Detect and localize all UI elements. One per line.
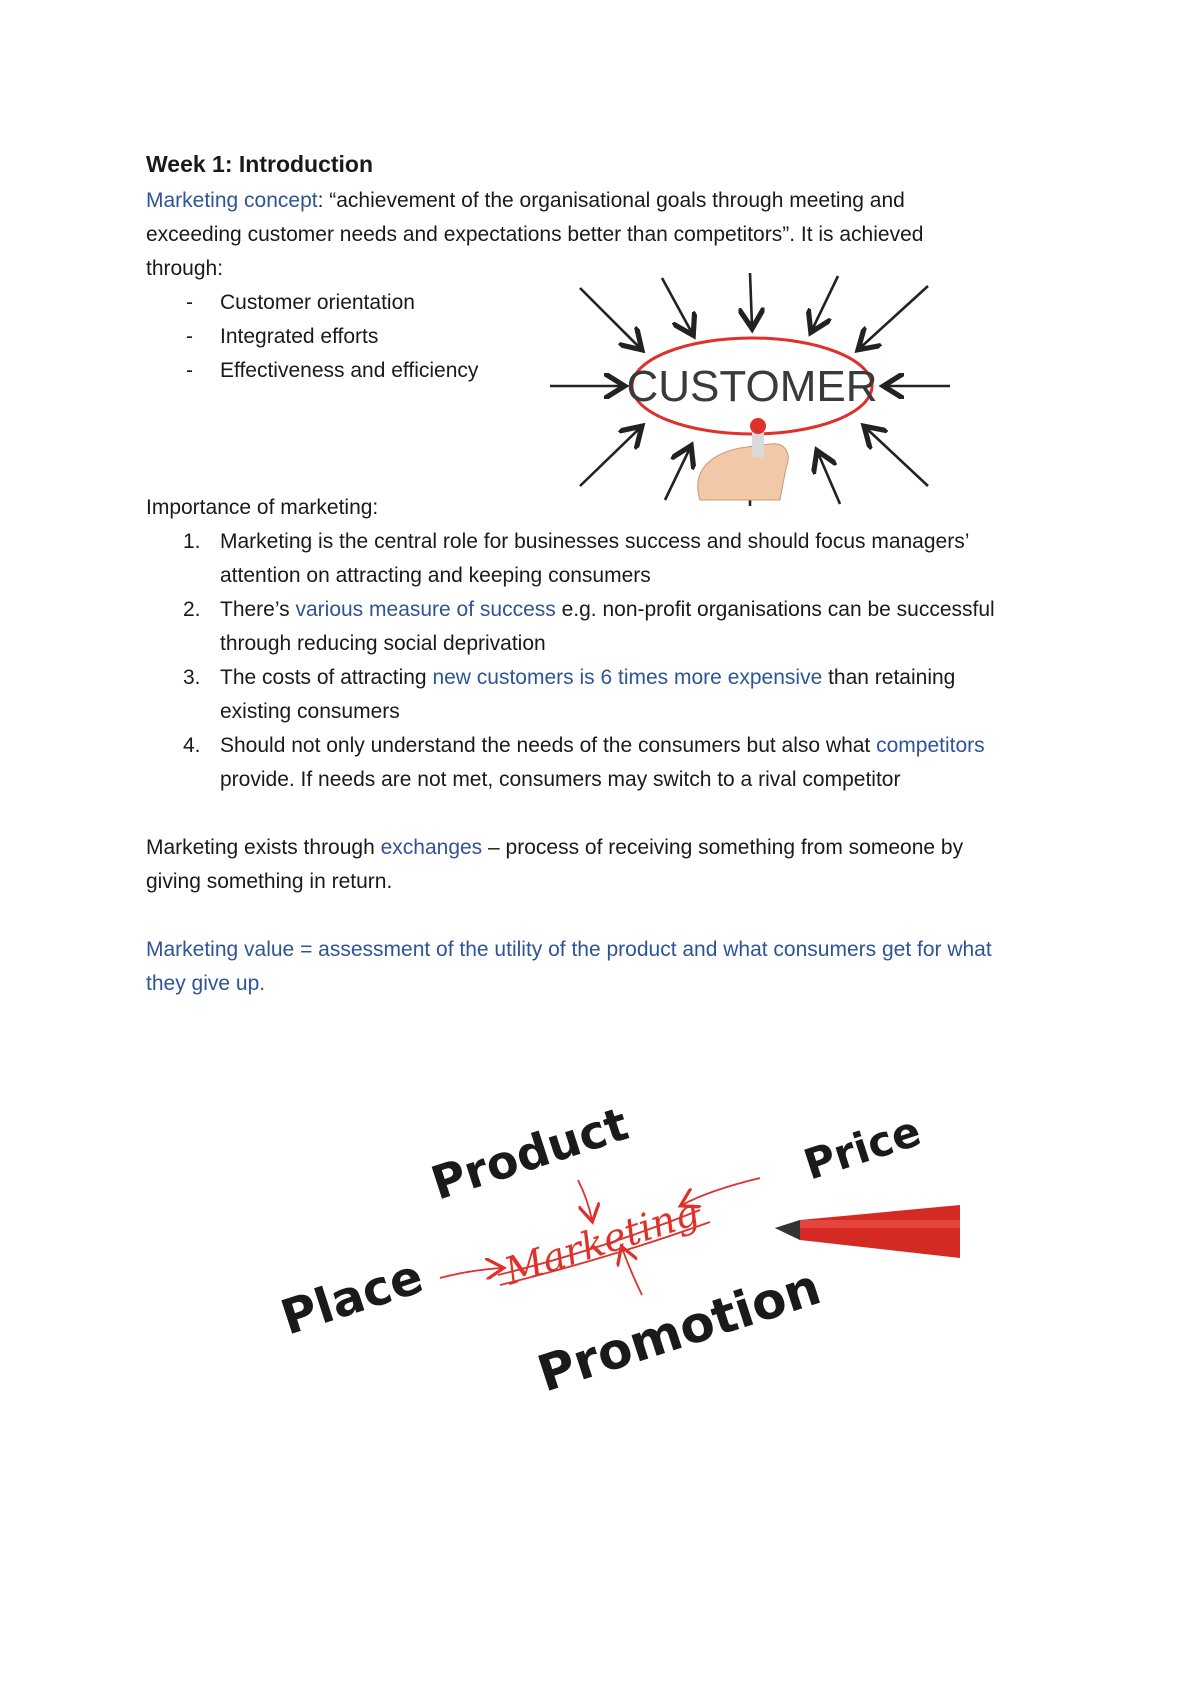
highlight-text: exchanges bbox=[380, 836, 483, 859]
bullet-dash: - bbox=[186, 359, 193, 382]
list-number: 4. bbox=[183, 734, 201, 757]
bullet-item: Customer orientation bbox=[220, 291, 415, 314]
value-line-2: they give up. bbox=[146, 972, 266, 995]
list-item-line bbox=[220, 593, 995, 627]
exchanges-line-2: giving something in return. bbox=[146, 870, 393, 893]
text-run: There’s bbox=[220, 598, 296, 621]
highlight-text: various measure of success bbox=[295, 598, 556, 621]
text-run: than retaining bbox=[822, 666, 956, 689]
marketing-handwritten-word: Marketing bbox=[499, 1189, 705, 1294]
list-item-line: attention on attracting and keeping consumers bbox=[220, 564, 651, 587]
product-word: Product bbox=[424, 1096, 635, 1211]
list-number: 3. bbox=[183, 666, 201, 689]
promotion-word: Promotion bbox=[530, 1257, 828, 1404]
concept-line-1 bbox=[146, 184, 905, 218]
list-number: 2. bbox=[183, 598, 201, 621]
highlight-text: new customers is 6 times more expensive bbox=[432, 666, 823, 689]
text-run: The costs of attracting bbox=[220, 666, 433, 689]
concept-definition-start: : “achievement of the organisational goals through meeting and bbox=[317, 189, 905, 212]
text-run: e.g. non-profit organisations can be successful bbox=[555, 598, 995, 621]
marketing-mix-image bbox=[270, 1080, 970, 1410]
bullet-dash: - bbox=[186, 325, 193, 348]
bullet-dash: - bbox=[186, 291, 193, 314]
importance-heading: Importance of marketing: bbox=[146, 496, 379, 519]
list-item-line: through reducing social deprivation bbox=[220, 632, 546, 655]
bullet-item: Effectiveness and efficiency bbox=[220, 359, 479, 382]
concept-line-2: exceeding customer needs and expectations better than competitors”. It is achieved bbox=[146, 223, 924, 246]
concept-line-3: through: bbox=[146, 257, 224, 280]
text-run: – process of receiving something from someone by bbox=[482, 836, 964, 859]
text-run: Marketing exists through bbox=[146, 836, 381, 859]
page-title: Week 1: Introduction bbox=[146, 151, 374, 177]
concept-term: Marketing concept bbox=[146, 189, 318, 212]
price-word: Price bbox=[797, 1106, 927, 1190]
list-item-line: provide. If needs are not met, consumers may switch to a rival competitor bbox=[220, 768, 901, 791]
customer-word: CUSTOMER bbox=[626, 362, 878, 411]
list-item-line: Marketing is the central role for businesses success and should focus managers’ bbox=[220, 530, 970, 553]
list-item-line: existing consumers bbox=[220, 700, 400, 723]
list-item-line bbox=[220, 729, 985, 763]
list-item-line bbox=[220, 661, 955, 695]
text-run: Should not only understand the needs of the consumers but also what bbox=[220, 734, 877, 757]
value-line-1: Marketing value = assessment of the utility of the product and what consumers get for what bbox=[146, 938, 992, 961]
hand-icon bbox=[698, 444, 788, 500]
list-number: 1. bbox=[183, 530, 201, 553]
bullet-item: Integrated efforts bbox=[220, 325, 379, 348]
highlight-text: competitors bbox=[876, 734, 985, 757]
red-pen-icon bbox=[775, 1205, 960, 1258]
place-word: Place bbox=[274, 1248, 430, 1347]
exchanges-line-1 bbox=[146, 831, 963, 865]
customer-image bbox=[540, 268, 960, 518]
